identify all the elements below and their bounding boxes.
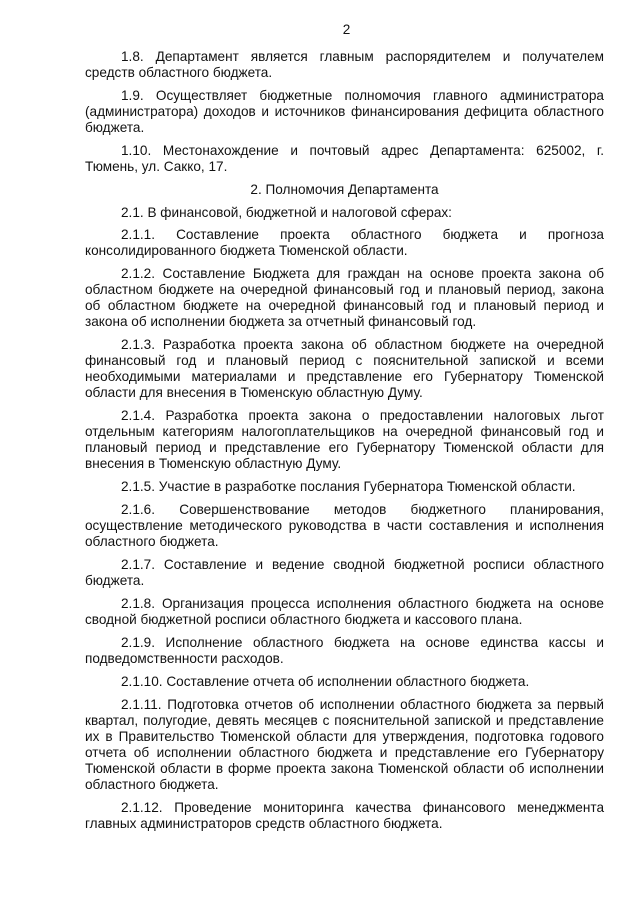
- paragraph-2-1-12: 2.1.12. Проведение мониторинга качества финансового менеджмента главных администраторов средств областного бюджета.: [85, 800, 604, 831]
- paragraph-2-1-7: 2.1.7. Составление и ведение сводной бюджетной росписи областного бюджета.: [85, 557, 604, 588]
- paragraph-2-1: 2.1. В финансовой, бюджетной и налоговой сферах:: [121, 205, 452, 220]
- document-page: [85, 22, 604, 839]
- paragraph-2-1-10: 2.1.10. Составление отчета об исполнении областного бюджета.: [121, 674, 530, 689]
- paragraph-2-1-8: 2.1.8. Организация процесса исполнения областного бюджета на основе сводной бюджетной росписи областного бюджета и кассового плана.: [85, 596, 604, 627]
- paragraph-2-1-5: 2.1.5. Участие в разработке послания Губернатора Тюменской области.: [121, 479, 576, 494]
- paragraph-2-1-4: 2.1.4. Разработка проекта закона о предоставлении налоговых льгот отдельным категориям налогоплательщиков на очередной финансовый год и плановый период и представление его Губернатору Тюменской области для внесения в Тюменскую областную Думу.: [85, 408, 604, 471]
- paragraph-2-1-3: 2.1.3. Разработка проекта закона об областном бюджете на очередной финансовый год и плановый период с пояснительной запиской и всеми необходимыми материалами и представление его Губернатору Тюменской области для внесения в Тюменскую областную Думу.: [85, 337, 604, 400]
- paragraph-1-9: 1.9. Осуществляет бюджетные полномочия главного администратора (администратора) доходов и источников финансирования дефицита областного бюджета.: [85, 88, 604, 135]
- paragraph-2-1-11: 2.1.11. Подготовка отчетов об исполнении областного бюджета за первый квартал, полугодие, девять месяцев с пояснительной запиской и представление их в Правительство Тюменской области для утверждения, подготовка годового отчета об исполнении областного бюджета и представление его Губернатору Тюменской области в форме проекта закона Тюменской области об исполнении областного бюджета.: [85, 697, 604, 792]
- paragraph-2-1-2: 2.1.2. Составление Бюджета для граждан на основе проекта закона об областном бюджете на очередной финансовый год и плановый период, закона об областном бюджете на очередной финансовый год и плановый период и закона об исполнении бюджета за отчетный финансовый год.: [85, 266, 604, 329]
- paragraph-2-1-1: 2.1.1. Составление проекта областного бюджета и прогноза консолидированного бюджета Тюменской области.: [85, 227, 604, 258]
- paragraph-1-8: 1.8. Департамент является главным распорядителем и получателем средств областного бюджета.: [85, 49, 604, 80]
- paragraph-2-1-6: 2.1.6. Совершенствование методов бюджетного планирования, осуществление методического руководства в части составления и исполнения областного бюджета.: [85, 502, 604, 549]
- paragraph-1-10: 1.10. Местонахождение и почтовый адрес Департамента: 625002, г. Тюмень, ул. Сакко, 17.: [85, 143, 604, 174]
- paragraph-2-1-9: 2.1.9. Исполнение областного бюджета на основе единства кассы и подведомственности расходов.: [85, 635, 604, 666]
- page-number: 2: [342, 22, 351, 37]
- section-title: 2. Полномочия Департамента: [250, 182, 439, 197]
